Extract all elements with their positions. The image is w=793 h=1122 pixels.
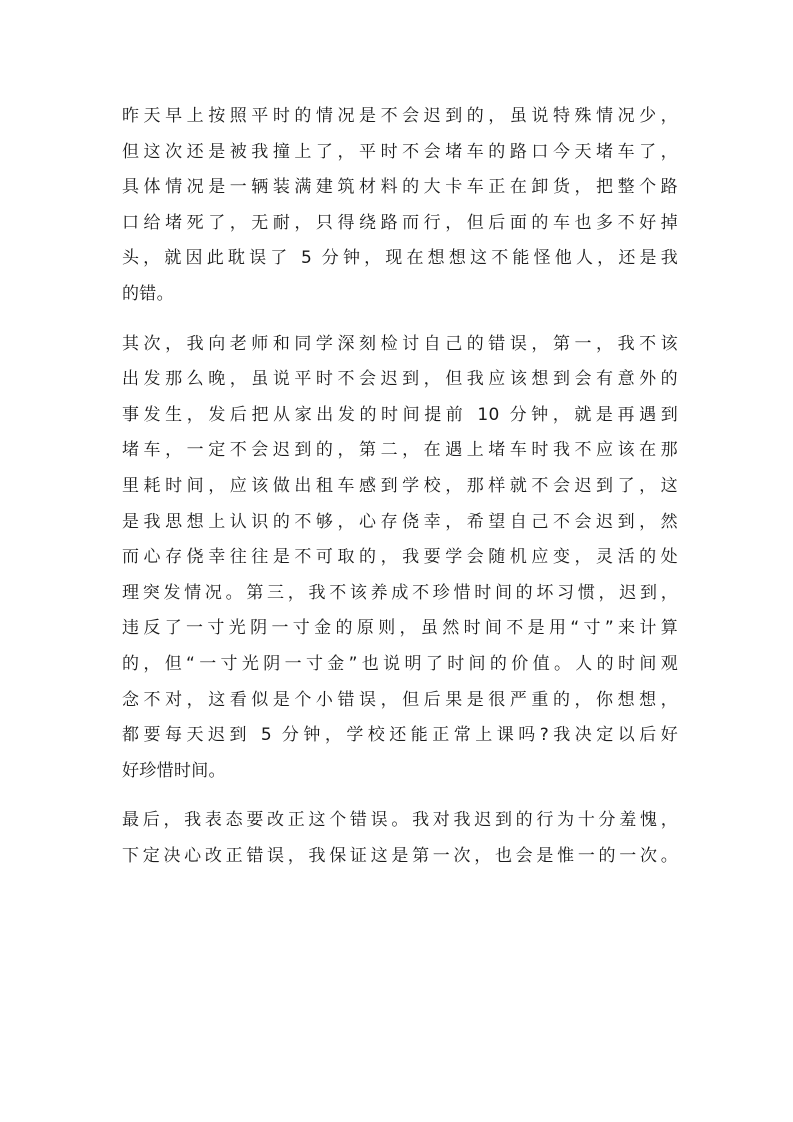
text-line: 都要每天迟到 5 分钟，学校还能正常上课吗?我决定以后好 (122, 725, 678, 746)
text-line: 念不对，这看似是个小错误，但后果是很严重的，你想想， (122, 689, 678, 710)
text-line: 堵车，一定不会迟到的，第二，在遇上堵车时我不应该在那 (122, 440, 678, 461)
text-line: 里耗时间，应该做出租车感到学校，那样就不会迟到了，这 (122, 475, 678, 496)
text-line: 好珍惜时间。 (122, 760, 226, 781)
text-line: 其次，我向老师和同学深刻检讨自己的错误，第一，我不该 (122, 333, 678, 354)
text-line: 是我思想上认识的不够，心存侥幸，希望自己不会迟到，然 (122, 511, 678, 532)
text-line: 口给堵死了，无耐，只得绕路而行，但后面的车也多不好掉 (122, 212, 678, 233)
text-line: 而心存侥幸往往是不可取的，我要学会随机应变，灵活的处 (122, 547, 678, 568)
text-line: 最后，我表态要改正这个错误。我对我迟到的行为十分羞愧， (122, 810, 678, 831)
text-line: 的，但“一寸光阴一寸金”也说明了时间的价值。人的时间观 (122, 653, 678, 674)
text-line: 昨天早上按照平时的情况是不会迟到的，虽说特殊情况少， (122, 106, 678, 126)
paragraph-1 (122, 99, 678, 313)
text-line: 出发那么晚，虽说平时不会迟到，但我应该想到会有意外的 (122, 369, 678, 390)
text-line: 头，就因此耽误了 5 分钟，现在想想这不能怪他人，还是我 (122, 248, 678, 269)
text-line: 但这次还是被我撞上了，平时不会堵车的路口今天堵车了， (122, 141, 678, 162)
document-body (122, 99, 678, 888)
text-line: 的错。 (122, 283, 174, 304)
paragraph-3 (122, 803, 678, 874)
text-line: 违反了一寸光阴一寸金的原则，虽然时间不是用“寸”来计算 (122, 618, 678, 639)
text-line: 具体情况是一辆装满建筑材料的大卡车正在卸货，把整个路 (122, 177, 678, 198)
text-line: 理突发情况。第三，我不该养成不珍惜时间的坏习惯，迟到， (122, 582, 678, 603)
text-line: 事发生，发后把从家出发的时间提前 10 分钟，就是再遇到 (122, 404, 678, 425)
text-line: 下定决心改正错误，我保证这是第一次，也会是惟一的一次。 (122, 845, 678, 866)
paragraph-2 (122, 327, 678, 790)
